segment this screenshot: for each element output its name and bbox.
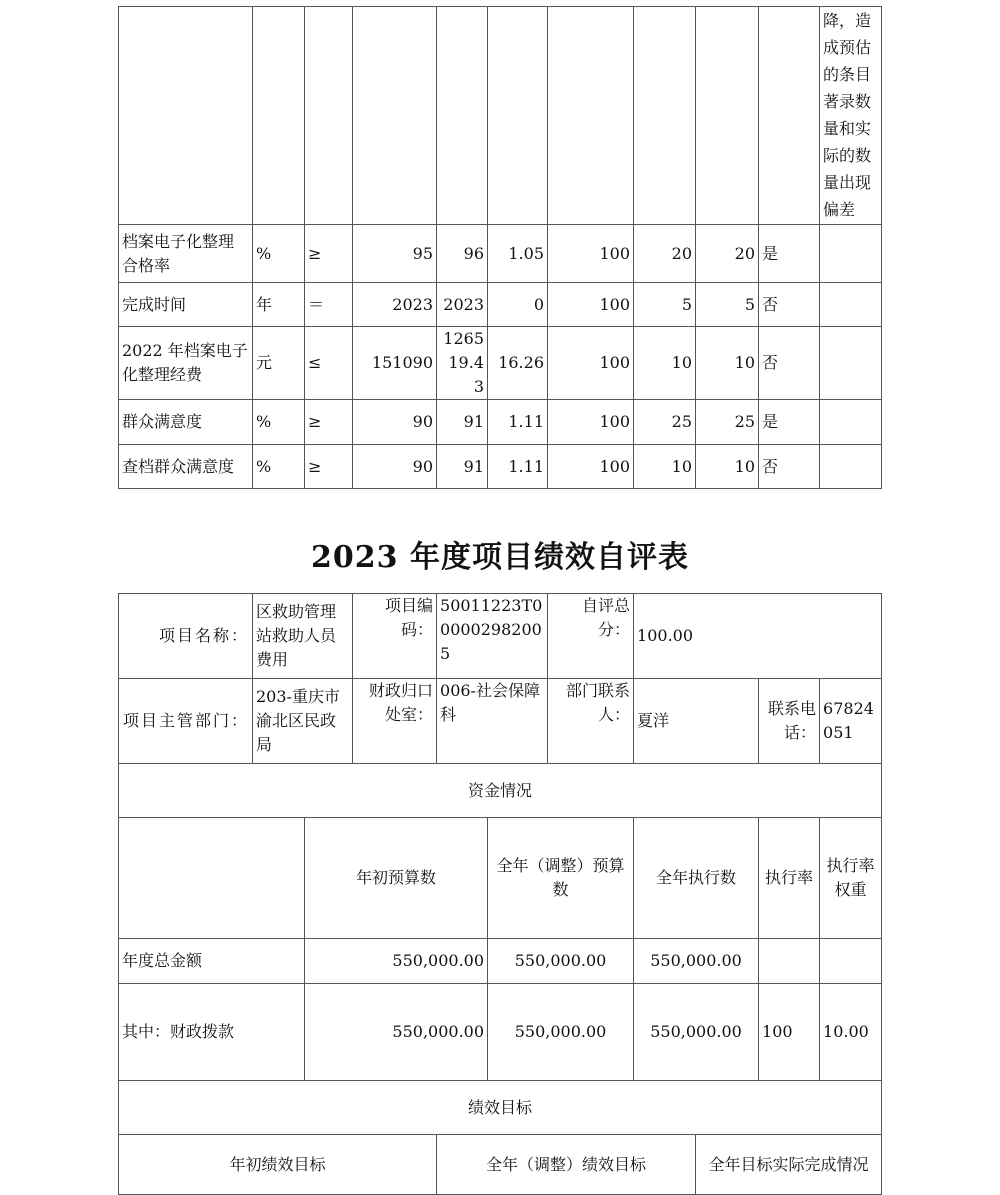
self-score: 100.00 [634,594,882,679]
project-info-row [119,594,882,679]
indicator-remark [820,400,882,445]
phone-number: 67824051 [820,679,882,764]
indicator-target: 90 [353,445,437,489]
contact-person: 夏洋 [634,679,759,764]
indicator-actual: 96 [437,225,488,283]
funds-section-title: 资金情况 [119,764,882,818]
indicator-key: 是 [759,400,820,445]
budget-adjusted: 550,000.00 [488,939,634,984]
project-code: 50011223T000002982005 [437,594,548,679]
actual-completion-header: 全年目标实际完成情况 [696,1135,882,1195]
indicator-deviation: 1.11 [488,400,548,445]
indicator-operator: ＝ [305,283,353,327]
indicator-deviation: 1.05 [488,225,548,283]
indicator-operator: ≥ [305,225,353,283]
deviation-note: 降，造成预估的条目著录数量和实际的数量出现偏差 [820,7,882,225]
indicator-weight: 5 [634,283,696,327]
table-row [119,225,882,283]
budget-adjusted: 550,000.00 [488,984,634,1081]
indicator-unit: 元 [253,327,305,400]
project-name: 区救助管理站救助人员费用 [253,594,353,679]
department-label: 项目主管部门： [119,679,253,764]
indicator-rate: 100 [548,225,634,283]
table-row [119,445,882,489]
indicator-name: 群众满意度 [119,400,253,445]
self-evaluation-table [118,593,882,1195]
indicator-name: 完成时间 [119,283,253,327]
row-label: 年度总金额 [119,939,305,984]
funds-section-row [119,764,882,818]
initial-goals-header: 年初绩效目标 [119,1135,437,1195]
indicator-key: 否 [759,327,820,400]
indicator-deviation: 1.11 [488,445,548,489]
budget-initial: 550,000.00 [305,939,488,984]
indicator-weight: 10 [634,327,696,400]
budget-executed: 550,000.00 [634,984,759,1081]
indicator-score: 10 [696,327,759,400]
column-header: 全年（调整）预算数 [488,818,634,939]
indicator-operator: ≥ [305,445,353,489]
budget-initial: 550,000.00 [305,984,488,1081]
indicator-unit: 年 [253,283,305,327]
table-row [119,984,882,1081]
indicator-operator: ≥ [305,400,353,445]
indicator-key: 否 [759,283,820,327]
table-row [119,327,882,400]
indicator-deviation: 16.26 [488,327,548,400]
indicator-deviation: 0 [488,283,548,327]
column-header: 执行率 [759,818,820,939]
indicator-score: 25 [696,400,759,445]
execution-rate [759,939,820,984]
document-title: 2023 年度项目绩效自评表 [311,540,689,575]
indicator-name: 2022 年档案电子化整理经费 [119,327,253,400]
indicator-actual: 91 [437,445,488,489]
indicator-remark [820,445,882,489]
indicator-name: 档案电子化整理合格率 [119,225,253,283]
indicator-actual: 126519.43 [437,327,488,400]
indicator-remark [820,283,882,327]
indicator-target: 90 [353,400,437,445]
goals-header-row [119,1135,882,1195]
funds-header-row [119,818,882,939]
indicator-score: 10 [696,445,759,489]
indicator-operator: ≤ [305,327,353,400]
table-row [119,939,882,984]
indicator-target: 95 [353,225,437,283]
indicator-key: 否 [759,445,820,489]
indicator-target: 151090 [353,327,437,400]
table-row [119,400,882,445]
indicator-rate: 100 [548,327,634,400]
execution-weight: 10.00 [820,984,882,1081]
indicator-unit: % [253,225,305,283]
indicator-target: 2023 [353,283,437,327]
indicator-table [118,6,882,489]
indicator-rate: 100 [548,400,634,445]
execution-rate: 100 [759,984,820,1081]
budget-executed: 550,000.00 [634,939,759,984]
indicator-score: 20 [696,225,759,283]
indicator-remark [820,225,882,283]
self-score-label: 自评总分： [548,594,634,679]
project-name-label: 项目名称： [119,594,253,679]
finance-office-label: 财政归口处室： [353,679,437,764]
indicator-key: 是 [759,225,820,283]
department: 203-重庆市渝北区民政局 [253,679,353,764]
indicator-remark [820,327,882,400]
indicator-weight: 25 [634,400,696,445]
contact-label: 部门联系人： [548,679,634,764]
execution-weight [820,939,882,984]
project-code-label: 项目编码： [353,594,437,679]
table-row [119,283,882,327]
indicator-unit: % [253,400,305,445]
indicator-weight: 20 [634,225,696,283]
indicator-rate: 100 [548,283,634,327]
indicator-rate: 100 [548,445,634,489]
indicator-weight: 10 [634,445,696,489]
indicator-actual: 2023 [437,283,488,327]
indicator-actual: 91 [437,400,488,445]
goals-section-row [119,1081,882,1135]
column-header: 年初预算数 [305,818,488,939]
column-header: 执行率权重 [820,818,882,939]
indicator-name: 查档群众满意度 [119,445,253,489]
indicator-score: 5 [696,283,759,327]
finance-office: 006-社会保障科 [437,679,548,764]
column-header: 全年执行数 [634,818,759,939]
row-label: 其中：财政拨款 [119,984,305,1081]
adjusted-goals-header: 全年（调整）绩效目标 [437,1135,696,1195]
indicator-unit: % [253,445,305,489]
phone-label: 联系电话： [759,679,820,764]
department-info-row [119,679,882,764]
continuation-row [119,7,882,225]
goals-section-title: 绩效目标 [119,1081,882,1135]
